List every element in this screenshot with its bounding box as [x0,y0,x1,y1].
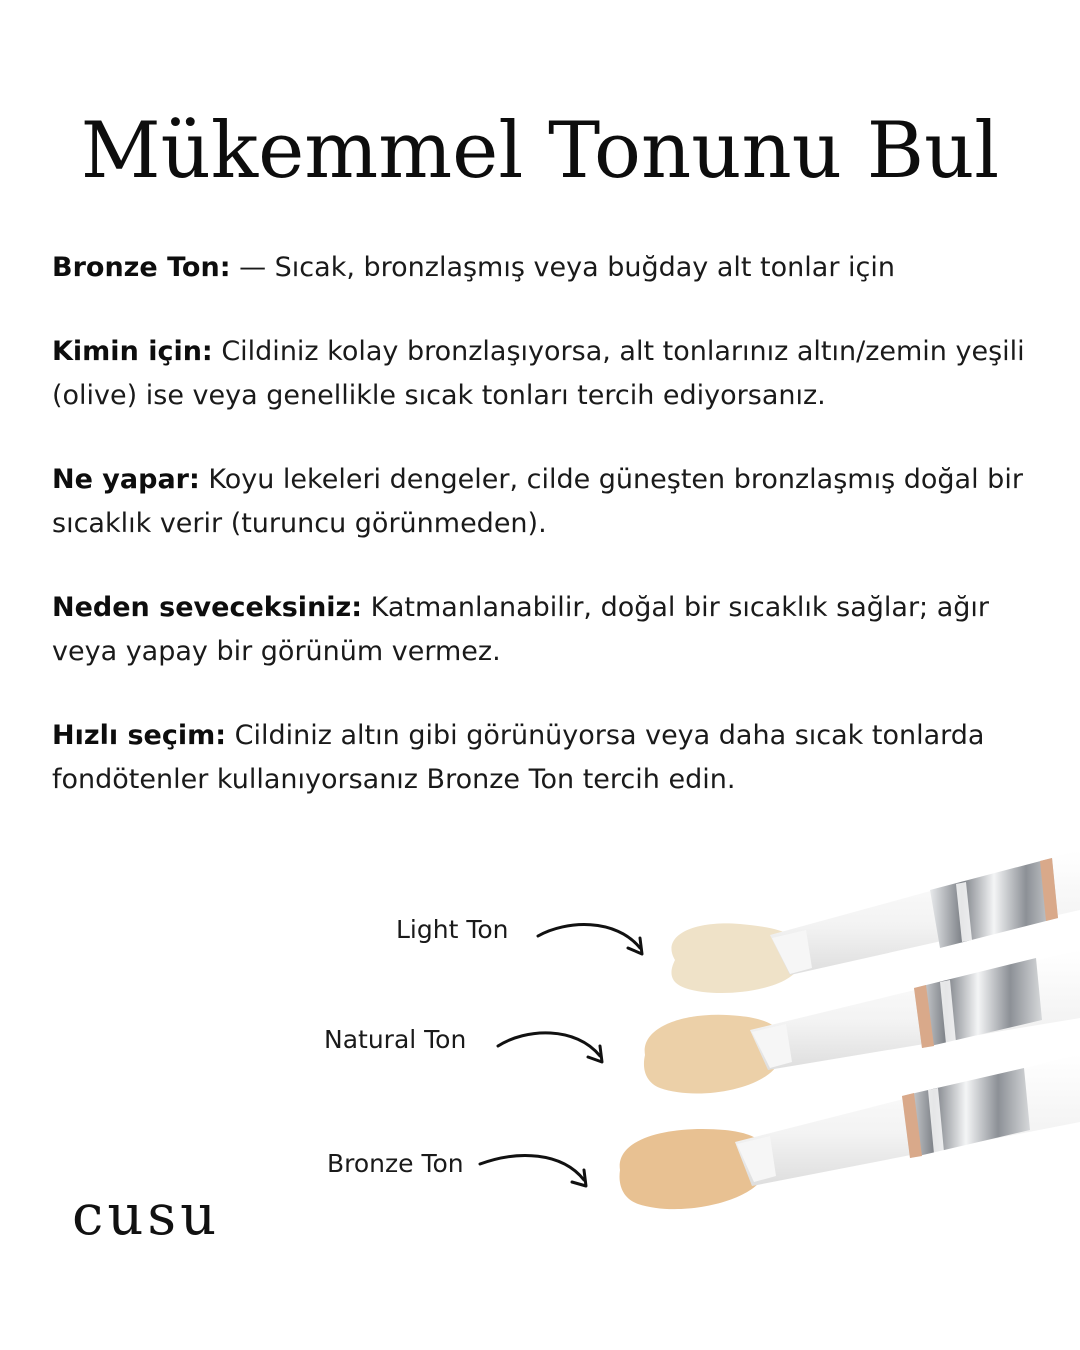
info-text: Cildiniz altın gibi görünüyorsa veya daha sıcak tonlarda fondötenler kullanıyorsanız Bronze Ton tercih edin. [52,720,985,795]
info-label: Neden seveceksiniz: [52,592,363,623]
shade-label-light: Light Ton [396,915,509,944]
info-text: Katmanlanabilir, doğal bir sıcaklık sağlar; ağır veya yapay bir görünüm vermez. [52,592,990,667]
info-paragraph-audience [52,330,1042,418]
shade-label-natural: Natural Ton [324,1025,467,1054]
product-sticks-illustration [600,840,1080,1260]
arrow-natural-icon [496,1026,616,1070]
brand-logo: cusu [72,1183,221,1248]
info-paragraph-bronze [52,246,1042,290]
shade-label-bronze: Bronze Ton [327,1149,464,1178]
info-text: Koyu lekeleri dengeler, cilde güneşten bronzlaşmış doğal bir sıcaklık verir (turuncu görünmeden). [52,464,1023,539]
info-label: Ne yapar: [52,464,200,495]
info-label: Kimin için: [52,336,213,367]
info-paragraph-quick-pick [52,714,1042,802]
info-text: — Sıcak, bronzlaşmış veya buğday alt tonlar için [230,252,895,283]
info-paragraph-effect [52,458,1042,546]
info-text: Cildiniz kolay bronzlaşıyorsa, alt tonlarınız altın/zemin yeşili (olive) ise veya genellikle sıcak tonları tercih ediyorsanız. [52,336,1025,411]
info-paragraph-benefits [52,586,1042,674]
arrow-bronze-icon [478,1150,598,1194]
info-label: Hızlı seçim: [52,720,227,751]
description-section [52,246,1042,842]
info-label: Bronze Ton: [52,252,231,283]
page-title: Mükemmel Tonunu Bul [80,106,1000,196]
